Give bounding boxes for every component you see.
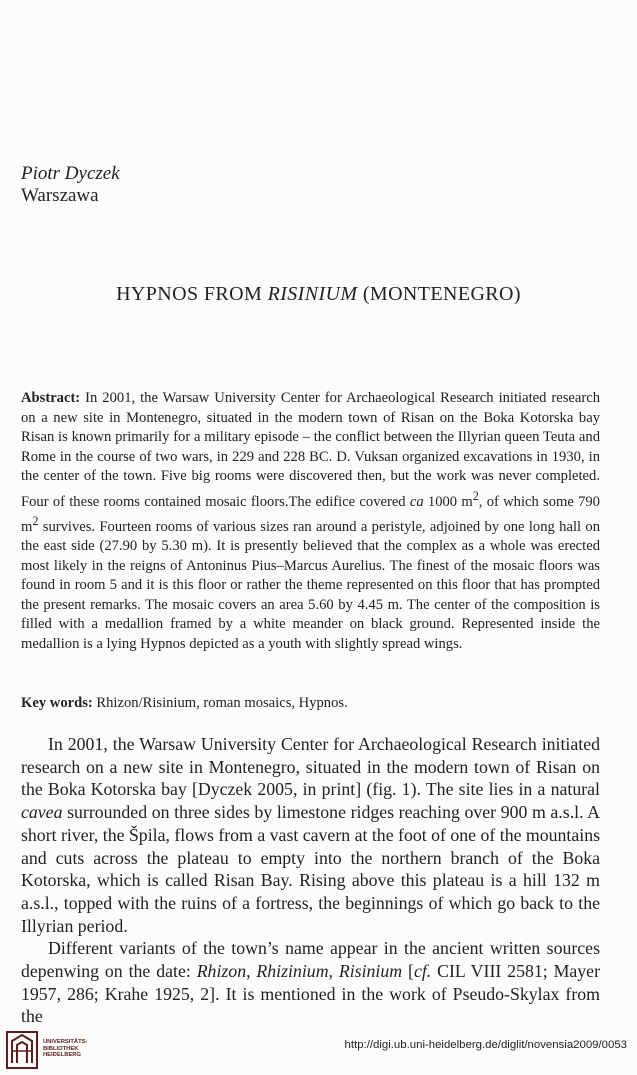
p1-text-a: In 2001, the Warsaw University Center for Archaeological Research initiated research on a new site in Montenegro, situated in the modern town of Risan on the Boka Kotorska bay [Dyczek 2005, in print] (fig. 1). The site lies in a natural xyxy=(21,734,600,800)
p2-text-b: [ xyxy=(402,961,414,982)
title-suffix: (MONTENEGRO) xyxy=(357,283,521,305)
abstract-label: Abstract: xyxy=(21,390,81,406)
source-url-link[interactable]: http://digi.ub.uni-heidelberg.de/diglit/novensia2009/0053 xyxy=(344,1039,627,1051)
logo-line-2: BIBLIOTHEK xyxy=(43,1045,79,1052)
author-affiliation: Warszawa xyxy=(21,185,99,206)
logo-line-1: UNIVERSITÄTS- xyxy=(43,1039,88,1045)
keywords xyxy=(21,694,600,713)
title-prefix: HYPNOS FROM xyxy=(116,283,268,305)
author-name: Piotr Dyczek xyxy=(21,163,120,184)
abstract-sup-2: 2 xyxy=(32,513,39,528)
p1-text-b: surrounded on three sides by limestone ridges reaching over 900 m a.s.l. A short river, the Špila, flows from a vast cavern at the foot of one of the mountains and cuts across the plateau to empty into the northern branch of the Boka Kotorska, which is called Risan Bay. Rising above this plateau is a hill 132 m a.s.l., topped with the ruins of a fortress, the beginnings of which go back to the Illyrian period. xyxy=(21,802,601,936)
author-block xyxy=(21,163,120,207)
title-italic-word: RISINIUM xyxy=(267,283,358,305)
keywords-label: Key words: xyxy=(21,695,93,711)
p2-cf: cf. xyxy=(413,961,432,982)
p2-text-c: CIL VIII 2581; Mayer 1957, 286; Krahe 1925, 2]. It is mentioned in the work of Pseudo-Skylax from the xyxy=(21,961,600,1027)
library-logo-icon xyxy=(6,1031,38,1069)
keywords-text: Rhizon/Risinium, roman mosaics, Hypnos. xyxy=(92,695,348,711)
body-text xyxy=(21,733,600,1028)
p2-text-a: Different variants of the town’s name appear in the ancient written sources depenwing on the date: xyxy=(21,938,600,982)
p1-cavea: cavea xyxy=(21,802,63,823)
paper-title xyxy=(0,283,637,306)
abstract-text-2: 1000 m xyxy=(423,493,473,510)
abstract-ca: ca xyxy=(409,493,424,510)
body-paragraph-1 xyxy=(21,733,600,937)
abstract-text-3: , of which some 790 m xyxy=(21,493,600,535)
abstract-text-4: survives. Fourteen rooms of various sizes ran around a peristyle, adjoined by one long hall on the east side (27.90 by 5.30 m). It is presently believed that the complex as a whole was erected most likely in the reigns of Antoninus Pius–Marcus Aurelius. The finest of the mosaic floors was found in room 5 and it is this floor or rather the theme represented on this floor that has prompted the present remarks. The mosaic covers an area 5.60 by 4.45 m. The center of the composition is filled with a medallion framed by a white meander on black ground. Represented inside the medallion is a lying Hypnos depicted as a youth with slightly spread wings. xyxy=(21,518,600,652)
abstract-text-1: In 2001, the Warsaw University Center for Archaeological Research initiated research on a new site in Montenegro, situated in the modern town of Risan on the Boka Kotorska bay Risan is known primarily for a military episode – the conflict between the Illyrian queen Teuta and Rome in the course of two wars, in 229 and 228 BC. D. Vuksan organized excavations in 1930, in the center of the town. Five big rooms were discovered then, but the work was never completed. Four of these rooms contained mosaic floors.The edifice covered xyxy=(21,390,600,510)
p2-names: Rhizon, Rhizinium, Risinium xyxy=(196,961,403,982)
logo-line-3: HEIDELBERG xyxy=(43,1052,82,1059)
library-logo[interactable] xyxy=(6,1031,146,1069)
abstract xyxy=(21,389,600,654)
body-paragraph-2 xyxy=(21,937,600,1028)
library-logo-text xyxy=(43,1039,87,1059)
abstract-sup-1: 2 xyxy=(472,488,479,503)
